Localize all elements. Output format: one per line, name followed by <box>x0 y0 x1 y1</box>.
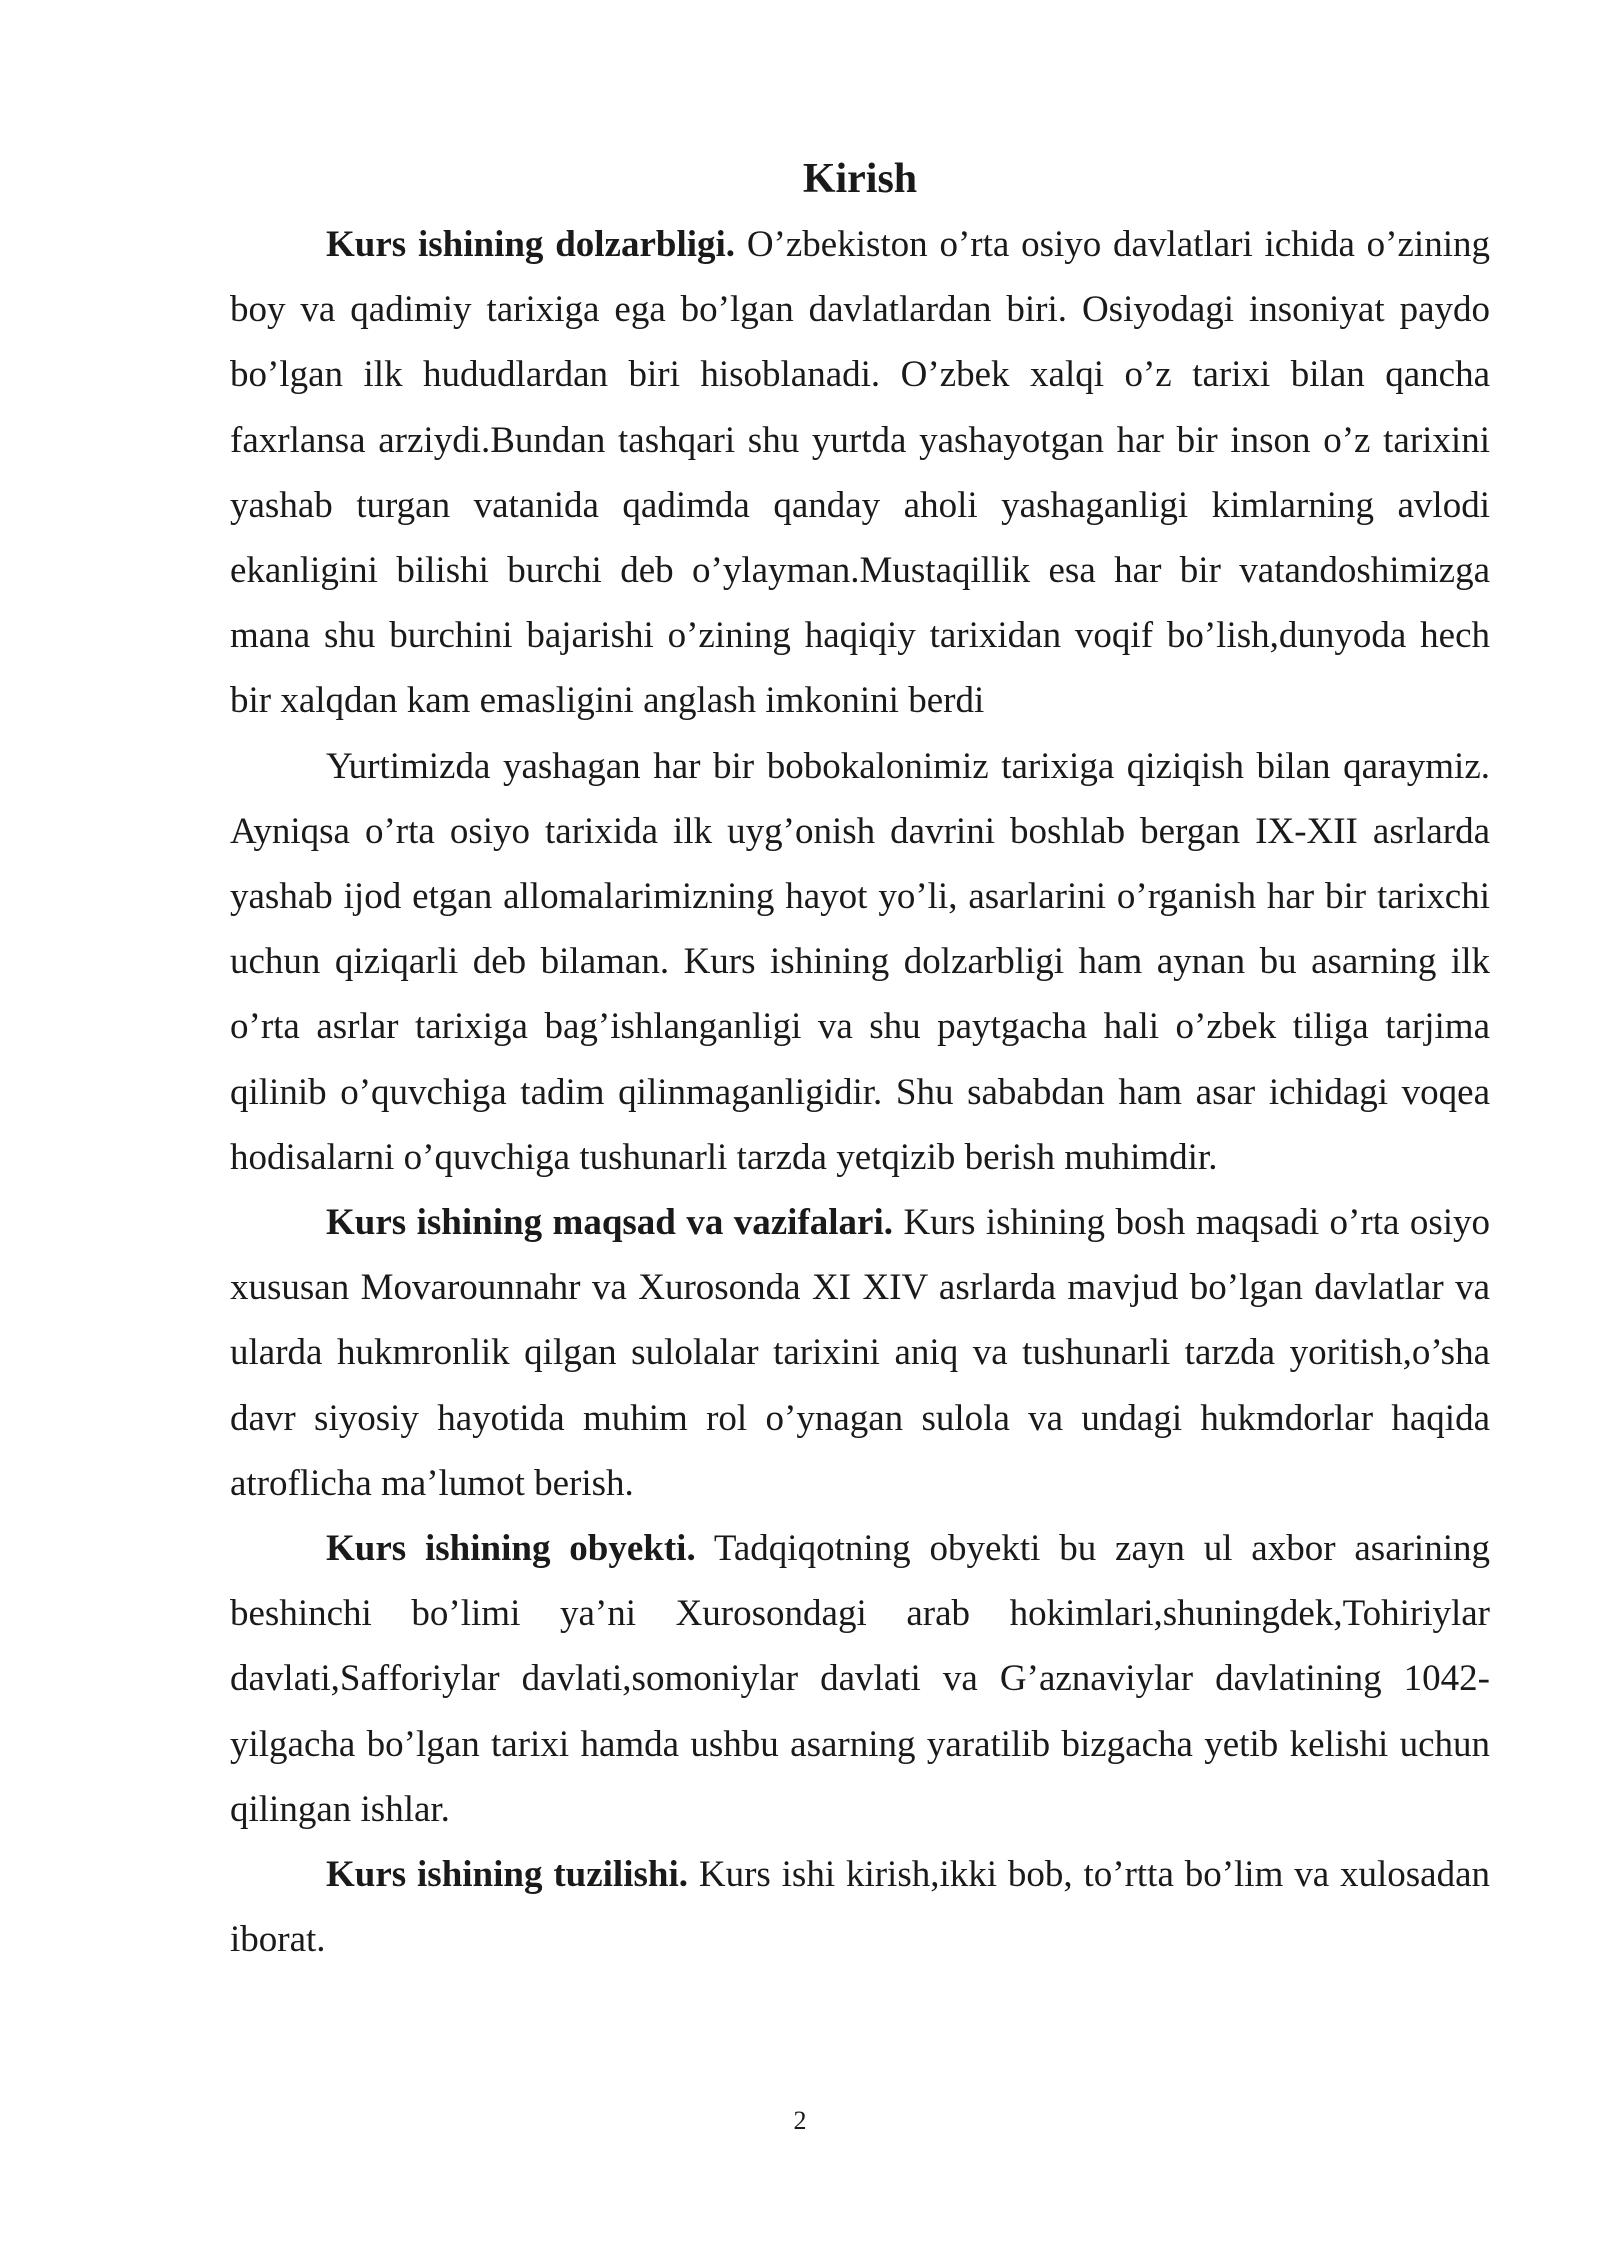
page-number: 2 <box>793 2106 807 2135</box>
page-title: Kirish <box>802 156 918 202</box>
paragraph-text: Tadqiqotning obyekti bu zayn ul axbor asarining beshinchi bo’limi ya’ni Xurosondagi arab hokimlari,shuningdek,Tohiriylar davlati,Safforiylar davlati,somoniylar davlati va G’aznaviylar davlatining 1042-yilgacha bo’lgan tarixi hamda ushbu asarning yaratilib bizgacha yetib kelishi uchun qilingan ishlar. <box>230 1528 1490 1830</box>
paragraph-text: Kurs ishining bosh maqsadi o’rta osiyo xususan Movarounnahr va Xurosonda XI XIV asrlarda mavjud bo’lgan davlatlar va ularda hukmronlik qilgan sulolalar tarixini aniq va tushunarli tarzda yoritish,o’sha davr siyosiy hayotida muhim rol o’ynagan sulola va undagi hukmdorlar haqida atroflicha ma’lumot berish. <box>230 1202 1491 1504</box>
page-content <box>230 146 1490 1972</box>
paragraph-goals <box>230 1190 1490 1516</box>
paragraph-text: Yurtimizda yashagan har bir bobokalonimiz tarixiga qiziqish bilan qaraymiz. Ayniqsa o’rta osiyo tarixida ilk uyg’onish davrini boshlab bergan IX-XII asrlarda yashab ijod etgan allomalarimizning hayot yo’li, asarlarini o’rganish har bir tarixchi uchun qiziqarli deb bilaman. Kurs ishining dolzarbligi ham aynan bu asarning ilk o’rta asrlar tarixiga bag’ishlanganligi va shu paytgacha hali o’zbek tiliga tarjima qilinib o’quvchiga tadim qilinmaganligidir. Shu sababdan ham asar ichidagi voqea hodisalarni o’quvchiga tushunarli tarzda yetqizib berish muhimdir. <box>230 745 1490 1178</box>
paragraph-structure <box>230 1842 1490 1972</box>
paragraph-lead: Kurs ishining tuzilishi. <box>326 1854 689 1896</box>
paragraph-lead: Kurs ishining maqsad va vazifalari. <box>326 1202 894 1244</box>
paragraph-interest <box>230 734 1490 1190</box>
paragraph-object <box>230 1516 1490 1842</box>
paragraph-text: O’zbekiston o’rta osiyo davlatlari ichida o’zining boy va qadimiy tarixiga ega bo’lgan davlatlardan biri. Osiyodagi insoniyat paydo bo’lgan ilk hududlardan biri hisoblanadi. O’zbek xalqi o’z tarixi bilan qancha faxrlansa arziydi.Bundan tashqari shu yurtda yashayotgan har bir inson o’z tarixini yashab turgan vatanida qadimda qanday aholi yashaganligi kimlarning avlodi ekanligini bilishi burchi deb o’ylayman.Mustaqillik esa har bir vatandoshimizga mana shu burchini bajarishi o’zining haqiqiy tarixidan voqif bo’lish,dunyoda hech bir xalqdan kam emasligini anglash imkonini berdi <box>230 224 1490 722</box>
paragraph-lead: Kurs ishining dolzarbligi. <box>326 224 736 265</box>
paragraph-relevance <box>230 212 1490 734</box>
paragraph-text: Kurs ishi kirish,ikki bob, to’rtta bo’lim va xulosadan iborat. <box>230 1854 1491 1961</box>
paragraph-lead: Kurs ishining obyekti. <box>326 1528 696 1570</box>
